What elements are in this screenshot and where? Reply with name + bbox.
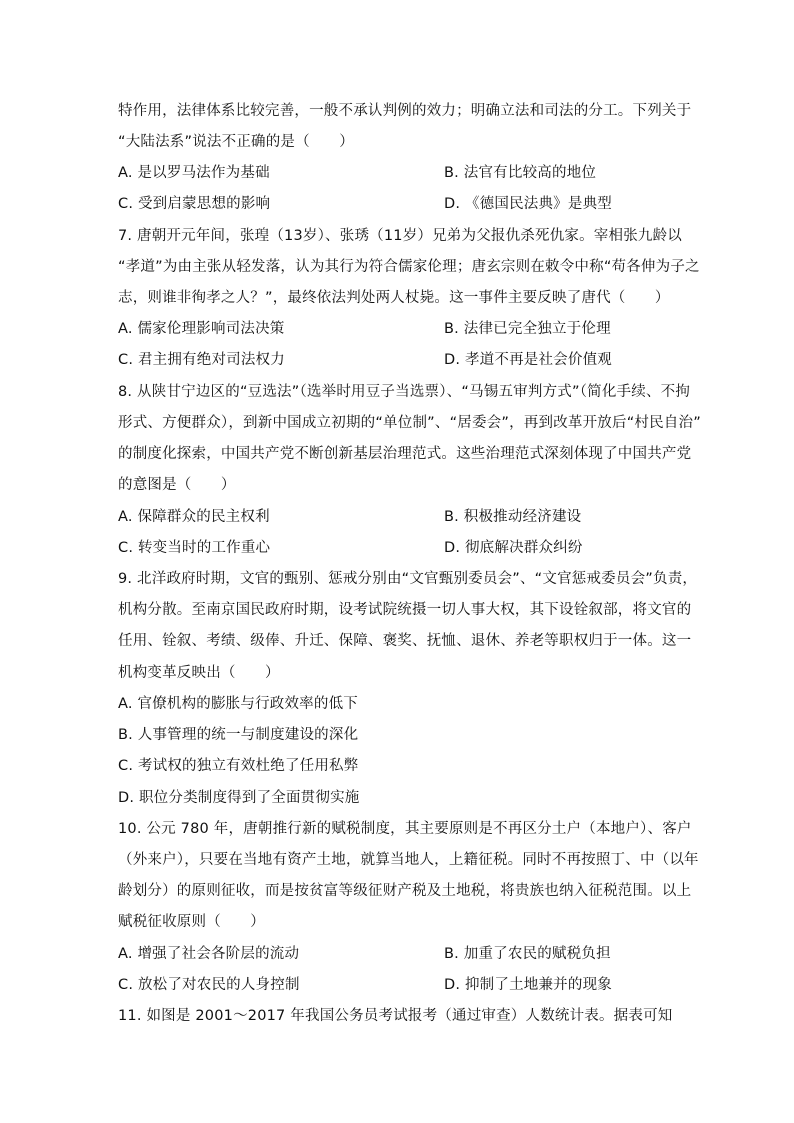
- q9-option-a: A. 官僚机构的膨胀与行政效率的低下: [118, 696, 358, 712]
- q7-stem-line-2: “孝道”为由主张从轻发落，认为其行为符合儒家伦理；唐玄宗则在敕令中称“苟各伸为子之: [118, 259, 700, 275]
- q7-stem-line-1: 7. 唐朝开元年间，张瑝（13岁）、张琇（11岁）兄弟为父报仇杀死仇家。宰相张九龄以: [118, 228, 682, 244]
- q9-stem-line-1: 9. 北洋政府时期，文官的甄别、惩戒分别由“文官甄别委员会”、“文官惩戒委员会”负责，: [118, 571, 698, 587]
- q7-option-a: A. 儒家伦理影响司法决策: [118, 321, 285, 337]
- q7-stem-line-3: 志，则谁非徇孝之人？”，最终依法判处两人杖毙。这一事件主要反映了唐代（ ）: [118, 290, 670, 306]
- q10-option-d: D. 抑制了土地兼并的现象: [444, 977, 612, 993]
- q8-option-b: B. 积极推动经济建设: [444, 509, 582, 525]
- q10-option-a: A. 增强了社会各阶层的流动: [118, 946, 300, 962]
- q8-option-d: D. 彻底解决群众纠纷: [444, 540, 583, 556]
- q8-stem-line-4: 的意图是（ ）: [118, 477, 236, 493]
- q8-option-c: C. 转变当时的工作重心: [118, 540, 271, 556]
- q10-stem-line-2: （外来户），只要在当地有资产土地，就算当地人，上籍征税。同时不再按照丁、中（以年: [118, 852, 699, 868]
- q8-stem-line-2: 形式、方便群众），到新中国成立初期的“单位制”、“居委会”，再到改革开放后“村民自治”: [118, 415, 701, 431]
- q6-option-b: B. 法官有比较高的地位: [444, 165, 597, 181]
- intro-text-line-2: “大陆法系”说法不正确的是（ ）: [118, 134, 354, 150]
- q9-stem-line-4: 机构变革反映出（ ）: [118, 665, 280, 681]
- q6-option-d: D. 《德国民法典》是典型: [444, 196, 612, 212]
- q9-option-d: D. 职位分类制度得到了全面贯彻实施: [118, 790, 360, 806]
- q9-stem-line-3: 任用、铨叙、考绩、级俸、升迁、保障、褒奖、抚恤、退休、养老等职权归于一体。这一: [118, 633, 692, 649]
- q6-option-c: C. 受到启蒙思想的影响: [118, 196, 271, 212]
- q10-stem-line-1: 10. 公元 780 年，唐朝推行新的赋税制度，其主要原则是不再区分土户（本地户）、客户: [118, 821, 692, 837]
- q9-option-c: C. 考试权的独立有效杜绝了任用私弊: [118, 758, 359, 774]
- q9-stem-line-2: 机构分散。至南京国民政府时期，设考试院统摄一切人事大权，其下设铨叙部，将文官的: [118, 602, 692, 618]
- q8-option-a: A. 保障群众的民主权利: [118, 509, 270, 525]
- q6-option-a: A. 是以罗马法作为基础: [118, 165, 270, 181]
- q8-stem-line-3: 的制度化探索，中国共产党不断创新基层治理范式。这些治理范式深刻体现了中国共产党: [118, 446, 692, 462]
- q7-option-b: B. 法律已完全独立于伦理: [444, 321, 611, 337]
- q7-option-c: C. 君主拥有绝对司法权力: [118, 352, 285, 368]
- intro-text-line-1: 特作用，法律体系比较完善，一般不承认判例的效力；明确立法和司法的分工。下列关于: [118, 103, 692, 119]
- q10-option-b: B. 加重了农民的赋税负担: [444, 946, 611, 962]
- q7-option-d: D. 孝道不再是社会价值观: [444, 352, 612, 368]
- q10-stem-line-3: 龄划分）的原则征收，而是按贫富等级征财产税及土地税，将贵族也纳入征税范围。以上: [118, 883, 692, 899]
- q10-option-c: C. 放松了对农民的人身控制: [118, 977, 300, 993]
- q11-stem-line-1: 11. 如图是 2001～2017 年我国公务员考试报考（通过审查）人数统计表。据表可知: [118, 1008, 673, 1024]
- q8-stem-line-1: 8. 从陕甘宁边区的“豆选法”（选举时用豆子当选票）、“马锡五审判方式”（简化手续、不拘: [118, 384, 691, 400]
- q9-option-b: B. 人事管理的统一与制度建设的深化: [118, 727, 359, 743]
- q10-stem-line-4: 赋税征收原则（ ）: [118, 914, 265, 930]
